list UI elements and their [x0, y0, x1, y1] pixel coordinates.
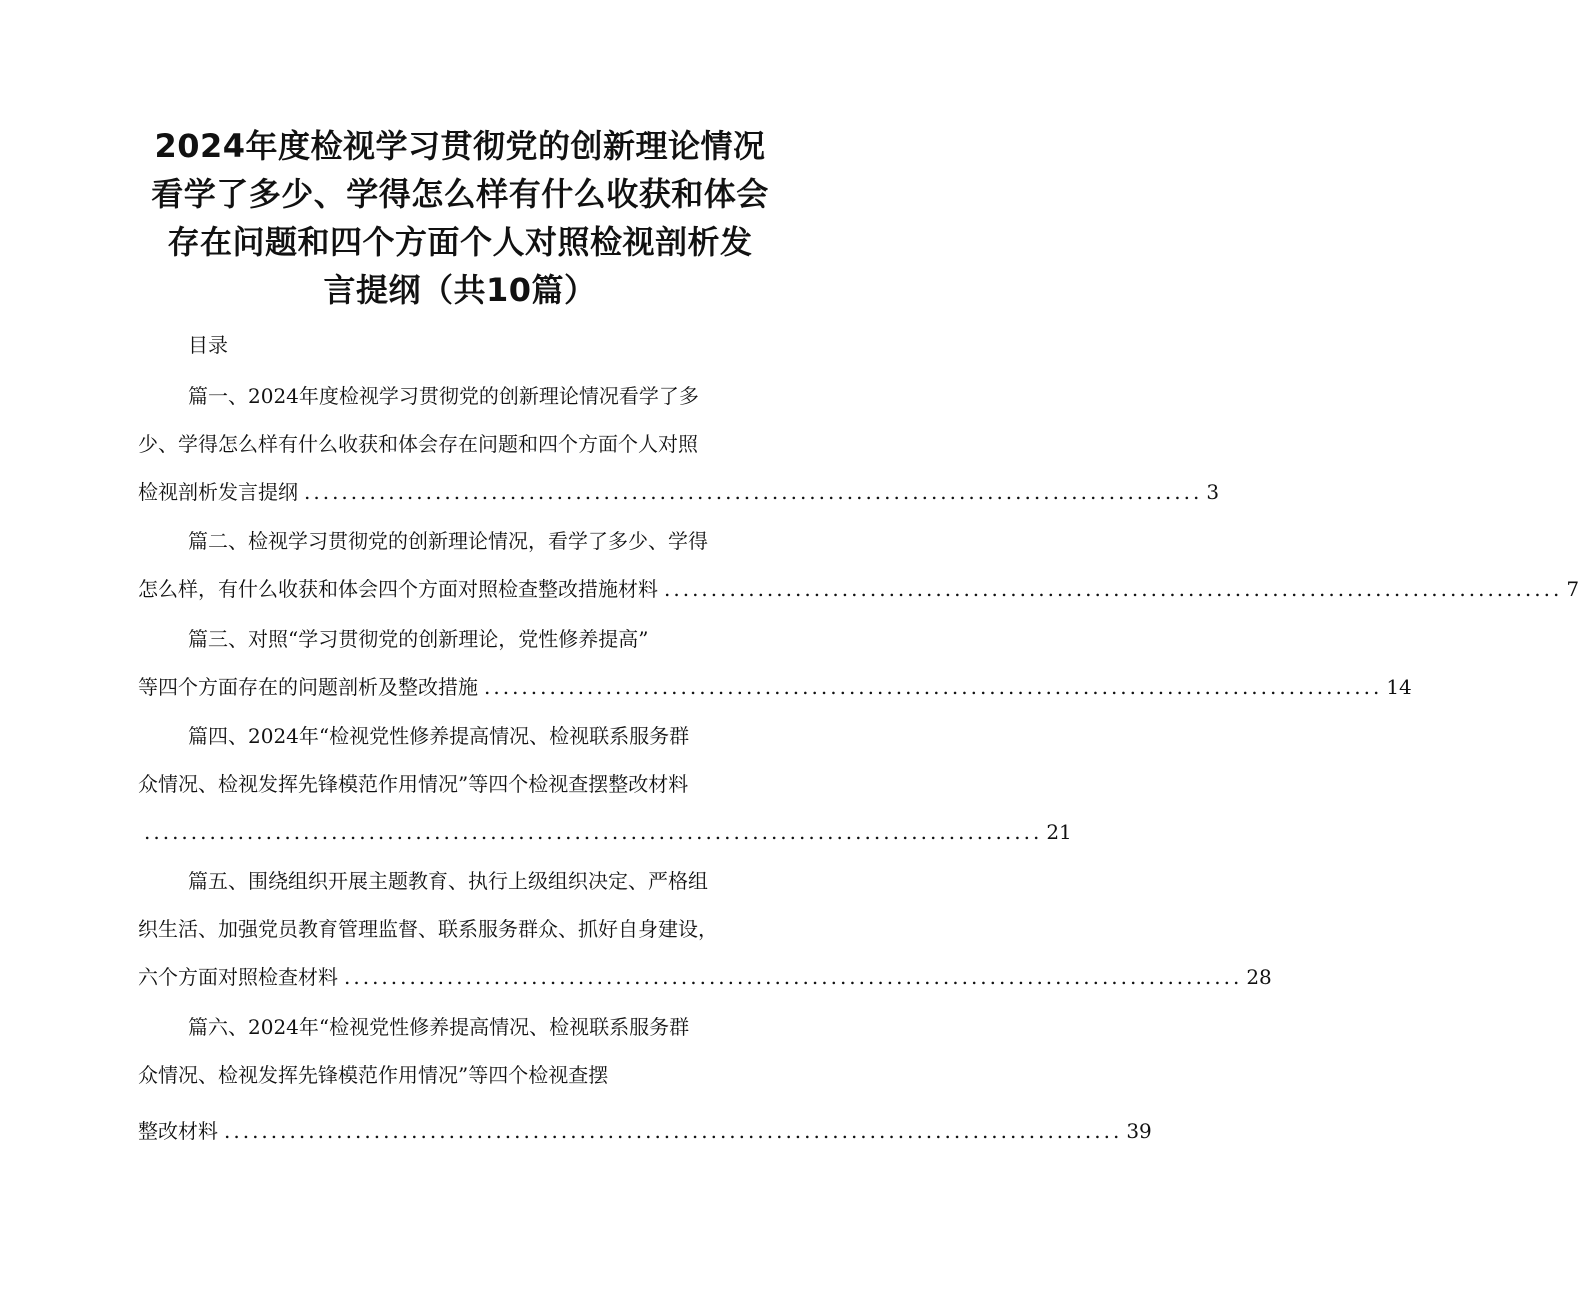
toc-entry-line: 众情况、检视发挥先锋模范作用情况”等四个检视查摆	[138, 1063, 609, 1087]
dot-leader: ................................................................................................	[344, 965, 1243, 989]
toc-entry-line: 篇二、检视学习贯彻党的创新理论情况，看学了多少、学得	[188, 529, 708, 553]
toc-entry-line: 少、学得怎么样有什么收获和体会存在问题和四个方面个人对照	[138, 432, 698, 456]
title-line: 看学了多少、学得怎么样有什么收获和体会	[151, 175, 769, 213]
toc-entry-5[interactable]	[138, 857, 1272, 1001]
toc-entry-final-line	[138, 565, 1579, 613]
toc-entry-final-line	[138, 1107, 1152, 1155]
toc-entry-final-line	[138, 808, 1072, 856]
toc-entry-6[interactable]	[138, 1003, 1152, 1155]
toc-entry-1[interactable]	[138, 372, 1220, 516]
toc-page-number: 7	[1566, 577, 1579, 601]
toc-page-number: 14	[1386, 675, 1412, 699]
toc-entry-final-line	[138, 663, 1412, 711]
title-line: 言提纲（共10篇）	[323, 271, 597, 309]
toc-entry-line: 篇六、2024年“检视党性修养提高情况、检视联系服务群	[188, 1015, 690, 1039]
toc-entry-line: 篇一、2024年度检视学习贯彻党的创新理论情况看学了多	[188, 384, 699, 408]
toc-entry-line: 六个方面对照检查材料	[138, 965, 338, 989]
toc-entry-final-line	[138, 953, 1272, 1001]
toc-entry-line: 篇三、对照“学习贯彻党的创新理论，党性修养提高”	[188, 627, 649, 651]
document-title	[120, 122, 800, 314]
toc-entry-line: 织生活、加强党员教育管理监督、联系服务群众、抓好自身建设，	[138, 917, 718, 941]
toc-entry-line: 篇四、2024年“检视党性修养提高情况、检视联系服务群	[188, 724, 690, 748]
toc-entry-line: 怎么样，有什么收获和体会四个方面对照检查整改措施材料	[138, 577, 658, 601]
toc-page-number: 28	[1246, 965, 1272, 989]
title-line: 存在问题和四个方面个人对照检视剖析发	[167, 223, 753, 261]
dot-leader: ................................................................................................	[664, 577, 1563, 601]
toc-entry-line: 篇五、围绕组织开展主题教育、执行上级组织决定、严格组	[188, 869, 708, 893]
dot-leader: ................................................................................................	[484, 675, 1383, 699]
toc-entry-4[interactable]	[138, 712, 1072, 856]
toc-page-number: 21	[1046, 820, 1072, 844]
toc-page-number: 3	[1206, 480, 1220, 504]
dot-leader: ................................................................................................	[224, 1119, 1123, 1143]
dot-leader: ................................................................................................	[144, 820, 1043, 844]
toc-entry-line: 众情况、检视发挥先锋模范作用情况”等四个检视查摆整改材料	[138, 772, 689, 796]
toc-entry-final-line	[138, 468, 1220, 516]
toc-entry-line: 等四个方面存在的问题剖析及整改措施	[138, 675, 478, 699]
dot-leader: ................................................................................................	[304, 480, 1203, 504]
toc-entry-2[interactable]	[138, 517, 1579, 613]
toc-page-number: 39	[1126, 1119, 1152, 1143]
toc-entry-line: 整改材料	[138, 1119, 218, 1143]
toc-heading: 目录	[188, 333, 228, 357]
toc-entry-line: 检视剖析发言提纲	[138, 480, 298, 504]
toc-entry-3[interactable]	[138, 615, 1412, 711]
title-line: 2024年度检视学习贯彻党的创新理论情况	[154, 127, 766, 165]
